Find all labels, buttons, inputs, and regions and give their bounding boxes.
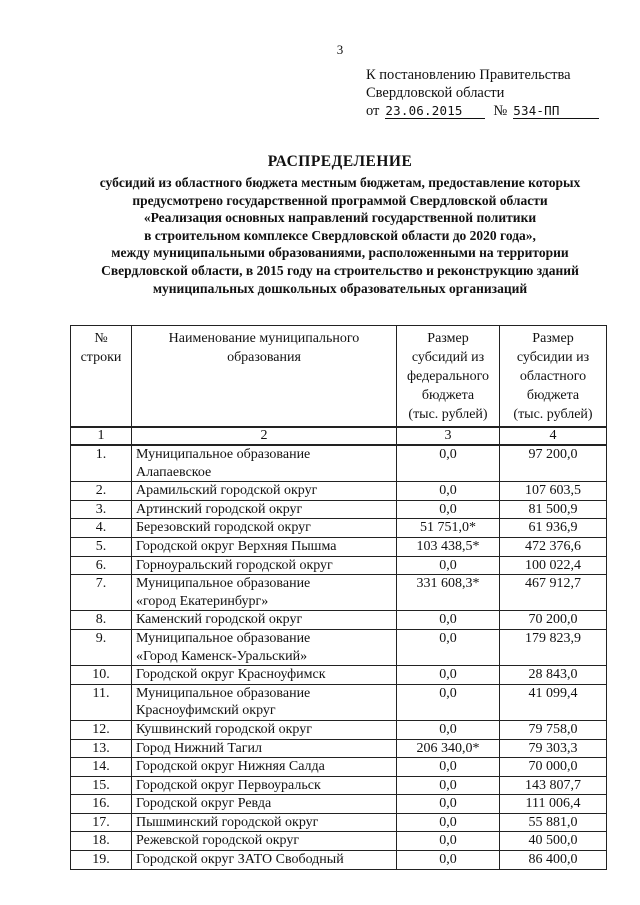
federal-subsidy-value: 0,0 — [397, 556, 500, 575]
regional-subsidy-value: 61 936,9 — [500, 519, 607, 538]
table-row — [71, 720, 607, 739]
federal-subsidy-value: 0,0 — [397, 758, 500, 777]
row-number: 15. — [71, 776, 132, 795]
municipality-name-line: Кушвинский городской округ — [136, 721, 312, 737]
municipality-name — [132, 629, 397, 665]
regional-subsidy-value: 179 823,9 — [500, 629, 607, 665]
regional-subsidy-value: 81 500,9 — [500, 500, 607, 519]
federal-subsidy-value: 0,0 — [397, 851, 500, 870]
header-text: Размер — [427, 331, 469, 346]
header-text: образования — [227, 350, 301, 365]
municipality-name-line: Горноуральский городской округ — [136, 557, 333, 573]
municipality-name-line: Муниципальное образование — [136, 685, 311, 701]
regional-subsidy-value: 86 400,0 — [500, 851, 607, 870]
title-line: «Реализация основных направлений государственной политики — [143, 210, 537, 226]
municipality-name-line: Городской округ Ревда — [136, 796, 272, 812]
municipality-name — [132, 795, 397, 814]
municipality-name-line: Муниципальное образование — [136, 447, 311, 462]
regional-subsidy-value: 472 376,6 — [500, 537, 607, 556]
regional-subsidy-value: 111 006,4 — [500, 795, 607, 814]
column-number: 4 — [500, 427, 607, 445]
attachment-from-label: от — [366, 103, 380, 119]
regional-subsidy-value: 79 303,3 — [500, 739, 607, 758]
title-subtitle — [60, 174, 620, 297]
table-row — [71, 851, 607, 870]
attachment-note — [366, 66, 599, 120]
row-number: 19. — [71, 851, 132, 870]
column-number: 3 — [397, 427, 500, 445]
regional-subsidy-value: 107 603,5 — [500, 482, 607, 501]
municipality-name — [132, 813, 397, 832]
title-line: Свердловской области, в 2015 году на строительство и реконструкцию зданий — [101, 262, 579, 278]
title-line: предусмотрено государственной программой Свердловской области — [132, 192, 548, 208]
table-row — [71, 537, 607, 556]
title-line: в строительном комплексе Свердловской области до 2020 года», — [144, 227, 536, 243]
federal-subsidy-value: 0,0 — [397, 482, 500, 501]
document-title — [60, 152, 620, 297]
federal-subsidy-value: 0,0 — [397, 666, 500, 685]
municipality-name-line: Арамильский городской округ — [136, 483, 318, 499]
page-number: 3 — [336, 42, 344, 57]
table-row — [71, 832, 607, 851]
table-row — [71, 758, 607, 777]
header-federal-subsidy — [397, 326, 500, 428]
municipality-name-line: Городской округ Верхняя Пышма — [136, 538, 337, 554]
regional-subsidy-value: 467 912,7 — [500, 575, 607, 611]
table-row — [71, 739, 607, 758]
table-row — [71, 813, 607, 832]
federal-subsidy-value: 0,0 — [397, 795, 500, 814]
distribution-table — [70, 325, 607, 870]
header-text: (тыс. рублей) — [408, 407, 488, 422]
municipality-name-line: Городской округ Первоуральск — [136, 777, 321, 793]
federal-subsidy-value: 0,0 — [397, 684, 500, 720]
row-number: 18. — [71, 832, 132, 851]
header-text: Наименование муниципального — [168, 331, 360, 346]
municipality-name — [132, 758, 397, 777]
federal-subsidy-value: 0,0 — [397, 611, 500, 630]
municipality-name-line: Режевской городской округ — [136, 833, 300, 849]
header-municipality-name — [132, 326, 397, 428]
table-row — [71, 666, 607, 685]
federal-subsidy-value: 51 751,0* — [397, 519, 500, 538]
header-text: № — [94, 331, 108, 346]
header-text: (тыс. рублей) — [513, 407, 593, 422]
table-row — [71, 575, 607, 611]
municipality-name — [132, 537, 397, 556]
federal-subsidy-value: 103 438,5* — [397, 537, 500, 556]
regional-subsidy-value: 70 000,0 — [500, 758, 607, 777]
row-number: 10. — [71, 666, 132, 685]
header-text: областного — [519, 369, 587, 384]
header-row-number — [71, 326, 132, 428]
municipality-name — [132, 575, 397, 611]
decree-date: 23.06.2015 — [385, 104, 485, 119]
table-row — [71, 684, 607, 720]
table-row — [71, 482, 607, 501]
table-header-row — [71, 326, 607, 428]
municipality-name — [132, 666, 397, 685]
header-text: субсидий из — [411, 350, 485, 365]
column-number: 1 — [71, 427, 132, 445]
regional-subsidy-value: 100 022,4 — [500, 556, 607, 575]
header-text: бюджета — [526, 388, 580, 403]
attachment-decree-line — [366, 102, 599, 120]
municipality-name-line: Городской округ ЗАТО Свободный — [136, 852, 344, 868]
regional-subsidy-value: 79 758,0 — [500, 720, 607, 739]
title-heading: РАСПРЕДЕЛЕНИЕ — [267, 153, 413, 170]
table-row — [71, 556, 607, 575]
header-text: строки — [80, 350, 122, 365]
municipality-name — [132, 684, 397, 720]
row-number: 12. — [71, 720, 132, 739]
table-row — [71, 629, 607, 665]
table-row — [71, 776, 607, 795]
municipality-name-line: Муниципальное образование — [136, 576, 311, 592]
municipality-name-line: Каменский городской округ — [136, 612, 303, 628]
municipality-name — [132, 720, 397, 739]
attachment-line-1: К постановлению Правительства — [366, 67, 571, 83]
federal-subsidy-value: 0,0 — [397, 500, 500, 519]
table-row — [71, 611, 607, 630]
row-number: 2. — [71, 482, 132, 501]
municipality-name — [132, 832, 397, 851]
municipality-name — [132, 500, 397, 519]
header-text: бюджета — [421, 388, 475, 403]
regional-subsidy-value: 41 099,4 — [500, 684, 607, 720]
row-number: 11. — [71, 684, 132, 720]
header-text: федерального — [406, 369, 490, 384]
row-number: 1. — [71, 445, 132, 482]
municipality-name-line: Алапаевское — [136, 464, 212, 480]
municipality-name — [132, 776, 397, 795]
header-regional-subsidy — [500, 326, 607, 428]
table-body — [71, 445, 607, 869]
federal-subsidy-value: 0,0 — [397, 813, 500, 832]
municipality-name — [132, 556, 397, 575]
row-number: 17. — [71, 813, 132, 832]
row-number: 16. — [71, 795, 132, 814]
municipality-name — [132, 851, 397, 870]
row-number: 14. — [71, 758, 132, 777]
municipality-name — [132, 519, 397, 538]
row-number: 3. — [71, 500, 132, 519]
federal-subsidy-value: 0,0 — [397, 720, 500, 739]
regional-subsidy-value: 55 881,0 — [500, 813, 607, 832]
municipality-name-line: Артинский городской округ — [136, 501, 303, 517]
row-number: 4. — [71, 519, 132, 538]
header-text: субсидии из — [516, 350, 590, 365]
column-number-row — [71, 427, 607, 445]
row-number: 5. — [71, 537, 132, 556]
regional-subsidy-value: 28 843,0 — [500, 666, 607, 685]
row-number: 9. — [71, 629, 132, 665]
regional-subsidy-value: 70 200,0 — [500, 611, 607, 630]
municipality-name — [132, 445, 397, 482]
table-row — [71, 445, 607, 482]
regional-subsidy-value: 143 807,7 — [500, 776, 607, 795]
decree-number-sign: № — [493, 103, 508, 119]
federal-subsidy-value: 0,0 — [397, 776, 500, 795]
federal-subsidy-value: 0,0 — [397, 629, 500, 665]
federal-subsidy-value: 0,0 — [397, 832, 500, 851]
header-text: Размер — [532, 331, 574, 346]
municipality-name — [132, 482, 397, 501]
municipality-name-line: Городской округ Нижняя Салда — [136, 759, 325, 775]
regional-subsidy-value: 97 200,0 — [500, 445, 607, 482]
row-number: 8. — [71, 611, 132, 630]
table-row — [71, 519, 607, 538]
municipality-name-line: Город Нижний Тагил — [136, 740, 262, 756]
title-line: субсидий из областного бюджета местным бюджетам, предоставление которых — [99, 175, 581, 190]
row-number: 7. — [71, 575, 132, 611]
municipality-name-line: «Город Каменск-Уральский» — [136, 648, 308, 664]
attachment-line-2: Свердловской области — [366, 85, 505, 101]
municipality-name-line: Березовский городской округ — [136, 520, 311, 536]
municipality-name — [132, 739, 397, 758]
table-row — [71, 795, 607, 814]
federal-subsidy-value: 206 340,0* — [397, 739, 500, 758]
title-line: между муниципальными образованиями, расположенными на территории — [111, 245, 569, 261]
column-number: 2 — [132, 427, 397, 445]
municipality-name-line: «город Екатеринбург» — [136, 593, 269, 609]
municipality-name-line: Красноуфимский округ — [136, 703, 276, 719]
decree-number: 534-ПП — [513, 104, 599, 119]
federal-subsidy-value: 0,0 — [397, 445, 500, 482]
table-row — [71, 500, 607, 519]
row-number: 13. — [71, 739, 132, 758]
municipality-name — [132, 611, 397, 630]
municipality-name-line: Муниципальное образование — [136, 630, 311, 646]
municipality-name-line: Пышминский городской округ — [136, 814, 319, 830]
municipality-name-line: Городской округ Красноуфимск — [136, 667, 326, 683]
row-number: 6. — [71, 556, 132, 575]
title-line: муниципальных дошкольных образовательных организаций — [152, 280, 528, 296]
federal-subsidy-value: 331 608,3* — [397, 575, 500, 611]
regional-subsidy-value: 40 500,0 — [500, 832, 607, 851]
